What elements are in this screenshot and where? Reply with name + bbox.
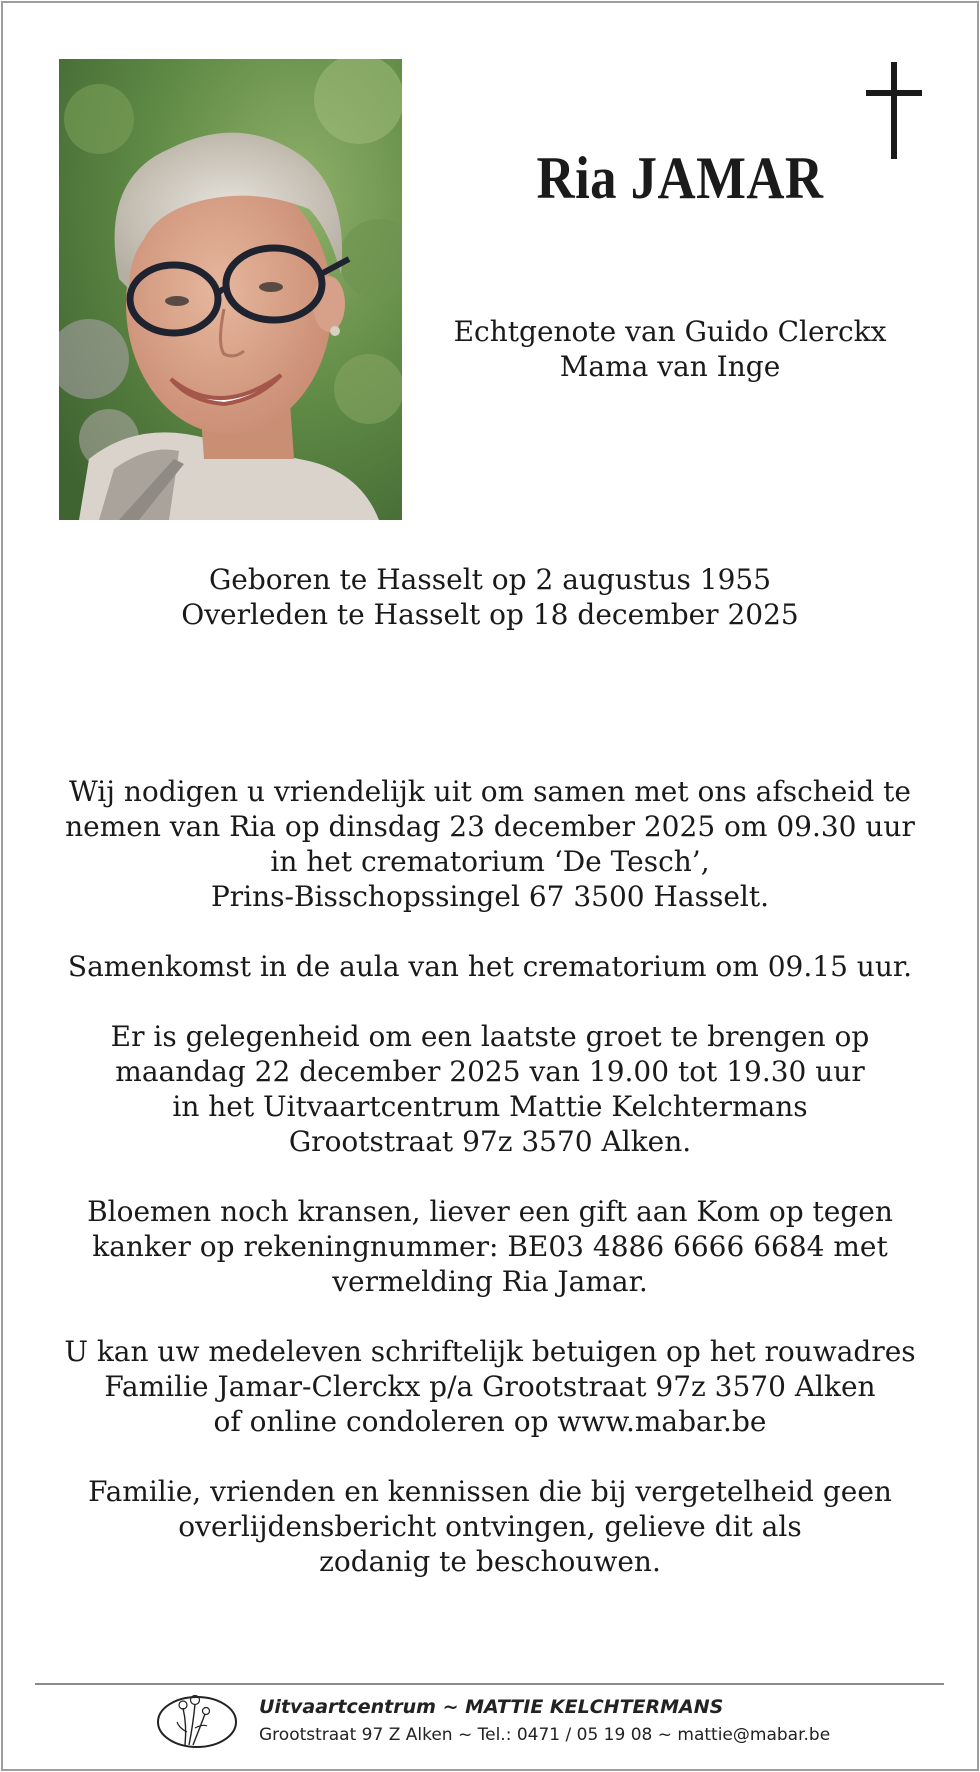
portrait-photo (59, 59, 402, 520)
announcement-body (40, 774, 940, 1614)
death-line: Overleden te Hasselt op 18 december 2025 (181, 598, 799, 631)
paragraph-donation (40, 1194, 940, 1299)
text-line: in het crematorium ‘De Tesch’, (270, 845, 710, 878)
text-line: Samenkomst in de aula van het crematorium om 09.15 uur. (67, 950, 913, 983)
footer-divider (35, 1683, 944, 1685)
text-line: vermelding Ria Jamar. (332, 1265, 648, 1298)
funeral-home-contact: Grootstraat 97 Z Alken ~ Tel.: 0471 / 05 19 08 ~ mattie@mabar.be (259, 1725, 831, 1745)
text-line: Wij nodigen u vriendelijk uit om samen met ons afscheid te (69, 775, 911, 808)
cross-vertical-bar (891, 62, 897, 159)
text-line: of online condoleren op www.mabar.be (213, 1405, 767, 1438)
paragraph-condolences (40, 1334, 940, 1439)
text-line: Grootstraat 97z 3570 Alken. (288, 1125, 692, 1158)
text-line: in het Uitvaartcentrum Mattie Kelchtermans (172, 1090, 808, 1123)
funeral-home-name: Uitvaartcentrum ~ MATTIE KELCHTERMANS (259, 1696, 724, 1718)
portrait-illustration (59, 59, 402, 520)
paragraph-farewell (40, 1019, 940, 1159)
cross-icon (866, 62, 922, 159)
text-line: maandag 22 december 2025 van 19.00 tot 19.30 uur (115, 1055, 865, 1088)
paragraph-ceremony (40, 774, 940, 914)
paragraph-gathering (40, 949, 940, 984)
relation-line: Mama van Inge (559, 350, 781, 383)
cross-horizontal-bar (866, 90, 922, 96)
text-line: Er is gelegenheid om een laatste groet te brengen op (110, 1020, 870, 1053)
relation-line: Echtgenote van Guido Clerckx (453, 315, 887, 348)
flower-logo-icon (155, 1690, 239, 1750)
footer-info (259, 1693, 939, 1749)
paragraph-notice (40, 1474, 940, 1579)
text-line: Familie Jamar-Clerckx p/a Grootstraat 97z 3570 Alken (104, 1370, 876, 1403)
dates-block (90, 562, 890, 632)
text-line: zodanig te beschouwen. (319, 1545, 661, 1578)
text-line: U kan uw medeleven schriftelijk betuigen op het rouwadres (64, 1335, 916, 1368)
relations-block (420, 314, 920, 384)
text-line: nemen van Ria op dinsdag 23 december 2025 om 09.30 uur (65, 810, 915, 843)
deceased-name: Ria JAMAR (536, 145, 824, 211)
text-line: Prins-Bisschopssingel 67 3500 Hasselt. (210, 880, 770, 913)
text-line: overlijdensbericht ontvingen, gelieve dit als (178, 1510, 802, 1543)
text-line: Familie, vrienden en kennissen die bij vergetelheid geen (88, 1475, 892, 1508)
text-line: Bloemen noch kransen, liever een gift aan Kom op tegen (87, 1195, 893, 1228)
birth-line: Geboren te Hasselt op 2 augustus 1955 (208, 563, 772, 596)
text-line: kanker op rekeningnummer: BE03 4886 6666 6684 met (92, 1230, 888, 1263)
